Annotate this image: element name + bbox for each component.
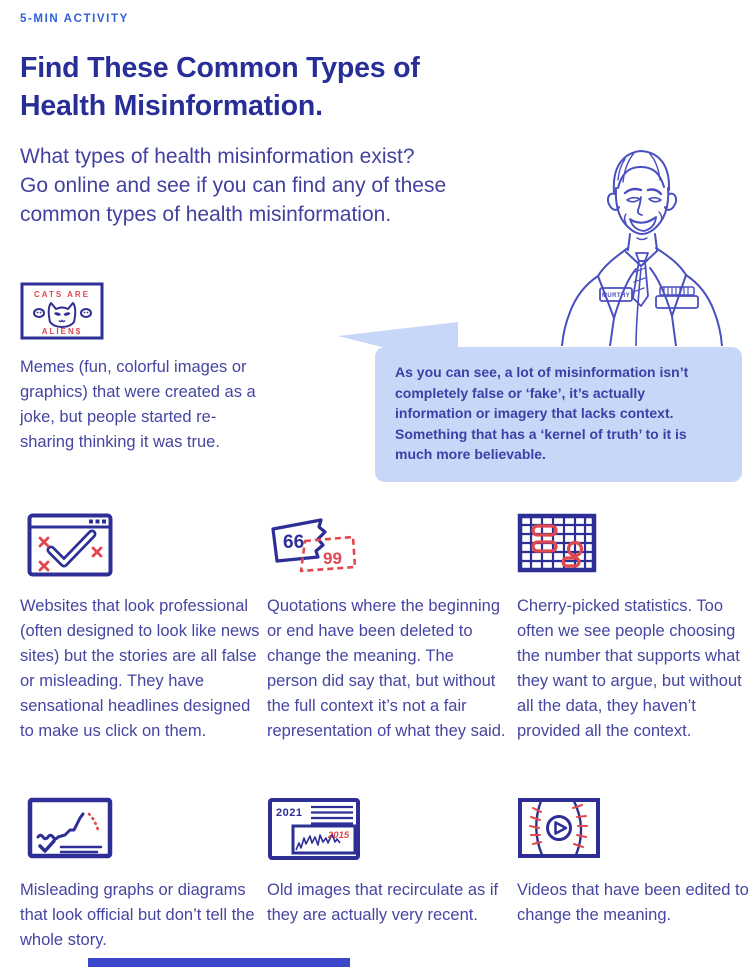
doctor-coat [598, 248, 628, 276]
item-graphs [20, 797, 263, 953]
item-old-images-text: Old images that recirculate as if they are actually very recent. [267, 881, 499, 925]
item-websites [20, 513, 263, 744]
item-quotations-text: Quotations where the beginning or end have been deleted to change the meaning. The person did say that, but without the full context it’s not a fair representation of what they said. [267, 597, 506, 741]
cut-quotation-icon [267, 513, 359, 579]
page-title-line2: Health Misinformation. [20, 89, 323, 122]
item-old-images [267, 797, 507, 928]
item-graphs-text: Misleading graphs or diagrams that look official but don’t tell the whole story. [20, 881, 255, 950]
item-statistics-text: Cherry-picked statistics. Too often we see people choosing the number that supports what they want to argue, but without all the data, they haven’t provided all the context. [517, 597, 742, 741]
meme-cats-are-aliens-icon [20, 282, 104, 340]
table-grid [520, 516, 594, 570]
doctor-smile [630, 217, 656, 231]
item-websites-text: Websites that look professional (often designed to look like news sites) but the stories are all false or misleading. They have sensational headlines designed to make us click on them. [20, 597, 260, 741]
doctor-hair [614, 151, 669, 192]
meme-top-text: CATS ARE [34, 290, 90, 299]
item-videos [517, 797, 749, 928]
meme-bottom-text: ALIEN$ [41, 327, 83, 336]
speech-bubble-text: As you can see, a lot of misinformation isn’t completely false or ‘fake’, it’s actually information or imagery that lacks context. Something that has a ‘kernel of truth’ to it is much more believable. [395, 364, 689, 463]
item-quotations [267, 513, 507, 744]
edited-video-icon [517, 797, 601, 859]
doctor-illustration [538, 140, 746, 346]
item-videos-text: Videos that have been edited to change the meaning. [517, 881, 749, 925]
cherry-picked-table-icon [517, 513, 597, 573]
doctor-badge-text: MURTHY [601, 293, 631, 299]
fake-website-icon [27, 513, 113, 577]
open-quote-glyph: 66 [283, 532, 305, 553]
intro-text [20, 143, 560, 230]
item-statistics [517, 513, 749, 744]
activity-eyebrow: 5-MIN ACTIVITY [20, 13, 129, 25]
intro-line1: What types of health misinformation exist? [20, 145, 415, 168]
year-new-label: 2021 [276, 807, 303, 819]
misleading-graph-icon [27, 797, 113, 859]
bottom-cutoff-bar [88, 958, 350, 967]
item-memes-text: Memes (fun, colorful images or graphics) that were created as a joke, but people started re-sharing thinking it was true. [20, 358, 256, 452]
close-quote-glyph: 99 [323, 549, 342, 568]
year-old-label: 2015 [328, 830, 350, 841]
item-memes [20, 282, 260, 455]
doctor-tie [636, 253, 648, 261]
old-image-icon [267, 797, 361, 861]
page-title [20, 50, 600, 125]
intro-line3: common types of health misinformation. [20, 202, 392, 226]
page-title-line1: Find These Common Types of [20, 52, 420, 84]
speech-bubble [375, 347, 742, 482]
intro-line2: Go online and see if you can find any of these [20, 173, 447, 197]
